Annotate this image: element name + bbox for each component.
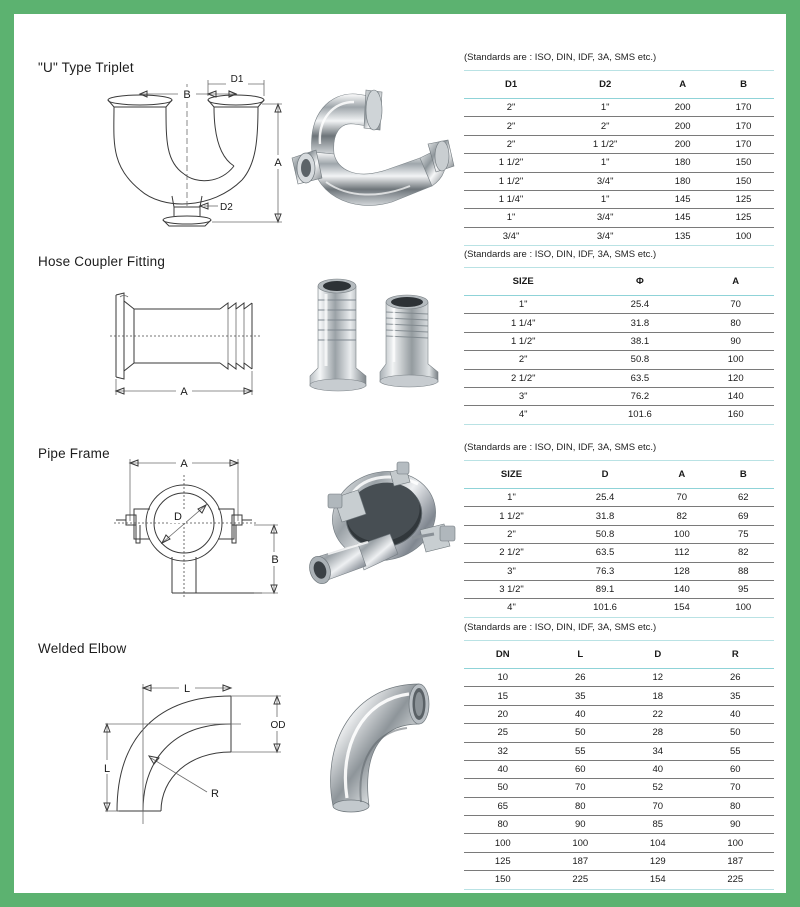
table-row <box>464 369 774 387</box>
table-row <box>464 296 774 314</box>
cell: 128 <box>651 562 712 580</box>
cell: 76.2 <box>582 387 697 405</box>
cell: 70 <box>542 779 620 797</box>
dim-label-l-left: L <box>103 763 111 775</box>
cell: 100 <box>713 599 774 617</box>
table-row <box>464 669 774 687</box>
cell: 80 <box>697 797 775 815</box>
cell: 160 <box>697 406 774 424</box>
spec-sheet <box>14 14 786 893</box>
cell: 180 <box>652 172 713 190</box>
cell: 65 <box>464 797 542 815</box>
cell: 70 <box>697 296 774 314</box>
cell: 3" <box>464 387 582 405</box>
cell: 100 <box>651 525 712 543</box>
cell: 50.8 <box>559 525 651 543</box>
cell: 50 <box>697 724 775 742</box>
dim-label-d2: D2 <box>220 202 233 213</box>
cell: 32 <box>464 742 542 760</box>
col-header-r: R <box>697 641 775 669</box>
table-hose-coupler-fitting <box>464 249 774 425</box>
cell: 34 <box>619 742 697 760</box>
cell: 82 <box>651 507 712 525</box>
dim-label-d1: D1 <box>230 74 244 85</box>
cell: 120 <box>697 369 774 387</box>
section-u-type-triplet <box>14 14 786 242</box>
hose-coupler-fitting-photo <box>294 264 464 414</box>
cell: 55 <box>697 742 775 760</box>
cell: 38.1 <box>582 332 697 350</box>
cell: 60 <box>542 760 620 778</box>
cell: 154 <box>651 599 712 617</box>
cell: 100 <box>464 834 542 852</box>
col-header-b: B <box>713 461 774 489</box>
cell: 15 <box>464 687 542 705</box>
table-pipe-frame <box>464 442 774 618</box>
cell: 1" <box>464 209 558 227</box>
table-row <box>464 580 774 598</box>
cell: 104 <box>619 834 697 852</box>
cell: 80 <box>464 816 542 834</box>
drawing-u-type-triplet <box>92 70 292 235</box>
cell: 82 <box>713 544 774 562</box>
cell: 1" <box>558 99 652 117</box>
cell: 101.6 <box>582 406 697 424</box>
cell: 125 <box>464 852 542 870</box>
cell: 3 1/2" <box>464 580 559 598</box>
u-type-triplet-photo <box>282 74 457 229</box>
cell: 90 <box>697 816 775 834</box>
cell: 70 <box>697 779 775 797</box>
std-note-1: (Standards are : ISO, DIN, IDF, 3A, SMS etc.) <box>464 52 657 63</box>
table-row <box>464 760 774 778</box>
cell: 225 <box>542 871 620 889</box>
spec-table-4 <box>464 640 774 890</box>
cell: 75 <box>713 525 774 543</box>
std-note-2: (Standards are : ISO, DIN, IDF, 3A, SMS etc.) <box>464 249 657 260</box>
cell: 25.4 <box>559 489 651 507</box>
cell: 90 <box>697 332 774 350</box>
table-row <box>464 489 774 507</box>
col-header-dn: DN <box>464 641 542 669</box>
cell: 60 <box>697 760 775 778</box>
cell: 70 <box>619 797 697 815</box>
cell: 1 1/2" <box>558 135 652 153</box>
table-row <box>464 724 774 742</box>
cell: 145 <box>652 209 713 227</box>
drawing-pipe-frame <box>104 447 304 612</box>
table-row <box>464 705 774 723</box>
cell: 101.6 <box>559 599 651 617</box>
drawing-welded-elbow <box>99 666 299 841</box>
cell: 22 <box>619 705 697 723</box>
table-row <box>464 99 774 117</box>
table-row <box>464 332 774 350</box>
cell: 50 <box>542 724 620 742</box>
cell: 187 <box>542 852 620 870</box>
cell: 69 <box>713 507 774 525</box>
cell: 3/4" <box>558 172 652 190</box>
cell: 26 <box>542 669 620 687</box>
table-row <box>464 687 774 705</box>
cell: 140 <box>697 387 774 405</box>
std-note-4: (Standards are : ISO, DIN, IDF, 3A, SMS etc.) <box>464 622 657 633</box>
cell: 125 <box>713 190 774 208</box>
cell: 3/4" <box>464 227 558 245</box>
cell: 200 <box>652 135 713 153</box>
cell: 55 <box>542 742 620 760</box>
table-row <box>464 779 774 797</box>
table-row <box>464 190 774 208</box>
section-title-hose-coupler-fitting: Hose Coupler Fitting <box>38 254 166 269</box>
cell: 50.8 <box>582 351 697 369</box>
spec-table-2 <box>464 267 774 425</box>
cell: 2 1/2" <box>464 544 559 562</box>
col-header-a: A <box>652 71 713 99</box>
table-row <box>464 742 774 760</box>
cell: 40 <box>619 760 697 778</box>
cell: 4" <box>464 599 559 617</box>
dim-label-a: A <box>180 386 188 398</box>
table-row <box>464 351 774 369</box>
cell: 4" <box>464 406 582 424</box>
table-welded-elbow <box>464 622 774 890</box>
col-header-d: D <box>559 461 651 489</box>
cell: 80 <box>542 797 620 815</box>
dim-label-od: OD <box>270 720 286 731</box>
cell: 35 <box>697 687 775 705</box>
cell: 63.5 <box>559 544 651 562</box>
table-row <box>464 797 774 815</box>
col-header-size: SIZE <box>464 268 582 296</box>
cell: 52 <box>619 779 697 797</box>
table-header-row <box>464 641 774 669</box>
cell: 35 <box>542 687 620 705</box>
cell: 50 <box>464 779 542 797</box>
cell: 95 <box>713 580 774 598</box>
col-header-d1: D1 <box>464 71 558 99</box>
col-header-d2: D2 <box>558 71 652 99</box>
cell: 3/4" <box>558 227 652 245</box>
cell: 150 <box>464 871 542 889</box>
cell: 100 <box>542 834 620 852</box>
table-row <box>464 172 774 190</box>
cell: 1 1/4" <box>464 314 582 332</box>
cell: 2" <box>464 117 558 135</box>
table-row <box>464 117 774 135</box>
table-row <box>464 507 774 525</box>
cell: 85 <box>619 816 697 834</box>
cell: 1" <box>558 190 652 208</box>
cell: 170 <box>713 135 774 153</box>
table-row <box>464 562 774 580</box>
cell: 25 <box>464 724 542 742</box>
cell: 150 <box>713 154 774 172</box>
cell: 31.8 <box>559 507 651 525</box>
cell: 112 <box>651 544 712 562</box>
table-u-type-triplet <box>464 52 774 246</box>
cell: 1 1/2" <box>464 154 558 172</box>
table-header-row <box>464 71 774 99</box>
cell: 25.4 <box>582 296 697 314</box>
cell: 80 <box>697 314 774 332</box>
cell: 1 1/2" <box>464 172 558 190</box>
dim-label-b: B <box>271 554 279 566</box>
col-header-phi: Φ <box>582 268 697 296</box>
cell: 40 <box>464 760 542 778</box>
cell: 31.8 <box>582 314 697 332</box>
cell: 140 <box>651 580 712 598</box>
cell: 88 <box>713 562 774 580</box>
cell: 125 <box>713 209 774 227</box>
table-row <box>464 852 774 870</box>
dim-label-a: A <box>180 458 188 470</box>
cell: 28 <box>619 724 697 742</box>
cell: 3/4" <box>558 209 652 227</box>
cell: 1" <box>464 296 582 314</box>
cell: 12 <box>619 669 697 687</box>
col-header-d: D <box>619 641 697 669</box>
cell: 1" <box>558 154 652 172</box>
col-header-l: L <box>542 641 620 669</box>
spec-table-3 <box>464 460 774 618</box>
section-title-pipe-frame: Pipe Frame <box>38 446 110 461</box>
cell: 1" <box>464 489 559 507</box>
cell: 180 <box>652 154 713 172</box>
section-hose-coupler-fitting <box>14 219 786 421</box>
cell: 3" <box>464 562 559 580</box>
col-header-size: SIZE <box>464 461 559 489</box>
pipe-frame-photo <box>294 454 469 609</box>
cell: 129 <box>619 852 697 870</box>
cell: 26 <box>697 669 775 687</box>
cell: 2 1/2" <box>464 369 582 387</box>
cell: 100 <box>713 227 774 245</box>
cell: 1 1/2" <box>464 332 582 350</box>
cell: 63.5 <box>582 369 697 387</box>
cell: 154 <box>619 871 697 889</box>
table-header-row <box>464 268 774 296</box>
cell: 100 <box>697 834 775 852</box>
section-title-welded-elbow: Welded Elbow <box>38 641 127 656</box>
section-welded-elbow <box>14 604 786 893</box>
cell: 20 <box>464 705 542 723</box>
dim-label-b: B <box>183 89 191 101</box>
table-row <box>464 544 774 562</box>
cell: 10 <box>464 669 542 687</box>
section-title-u-type-triplet: "U" Type Triplet <box>38 60 134 75</box>
table-header-row <box>464 461 774 489</box>
cell: 90 <box>542 816 620 834</box>
cell: 40 <box>697 705 775 723</box>
cell: 170 <box>713 117 774 135</box>
page-frame <box>14 14 786 893</box>
dim-label-a: A <box>274 157 282 169</box>
cell: 70 <box>651 489 712 507</box>
table-row <box>464 135 774 153</box>
cell: 200 <box>652 99 713 117</box>
cell: 187 <box>697 852 775 870</box>
table-row <box>464 834 774 852</box>
cell: 150 <box>713 172 774 190</box>
dim-label-r: R <box>211 788 219 800</box>
cell: 76.3 <box>559 562 651 580</box>
col-header-b: B <box>713 71 774 99</box>
dim-label-l-top: L <box>183 683 191 695</box>
cell: 2" <box>558 117 652 135</box>
cell: 1 1/2" <box>464 507 559 525</box>
cell: 89.1 <box>559 580 651 598</box>
cell: 145 <box>652 190 713 208</box>
table-row <box>464 525 774 543</box>
table-row <box>464 816 774 834</box>
col-header-a: A <box>651 461 712 489</box>
cell: 40 <box>542 705 620 723</box>
cell: 2" <box>464 525 559 543</box>
cell: 18 <box>619 687 697 705</box>
cell: 2" <box>464 351 582 369</box>
cell: 62 <box>713 489 774 507</box>
table-row <box>464 154 774 172</box>
cell: 135 <box>652 227 713 245</box>
cell: 100 <box>697 351 774 369</box>
section-pipe-frame <box>14 409 786 614</box>
cell: 170 <box>713 99 774 117</box>
cell: 200 <box>652 117 713 135</box>
table-row <box>464 314 774 332</box>
table-row <box>464 871 774 889</box>
dim-label-d: D <box>174 511 182 523</box>
drawing-hose-coupler-fitting <box>102 281 302 411</box>
cell: 225 <box>697 871 775 889</box>
cell: 2" <box>464 99 558 117</box>
table-row <box>464 387 774 405</box>
cell: 2" <box>464 135 558 153</box>
welded-elbow-photo <box>299 666 474 831</box>
cell: 1 1/4" <box>464 190 558 208</box>
col-header-a: A <box>697 268 774 296</box>
std-note-3: (Standards are : ISO, DIN, IDF, 3A, SMS etc.) <box>464 442 657 453</box>
